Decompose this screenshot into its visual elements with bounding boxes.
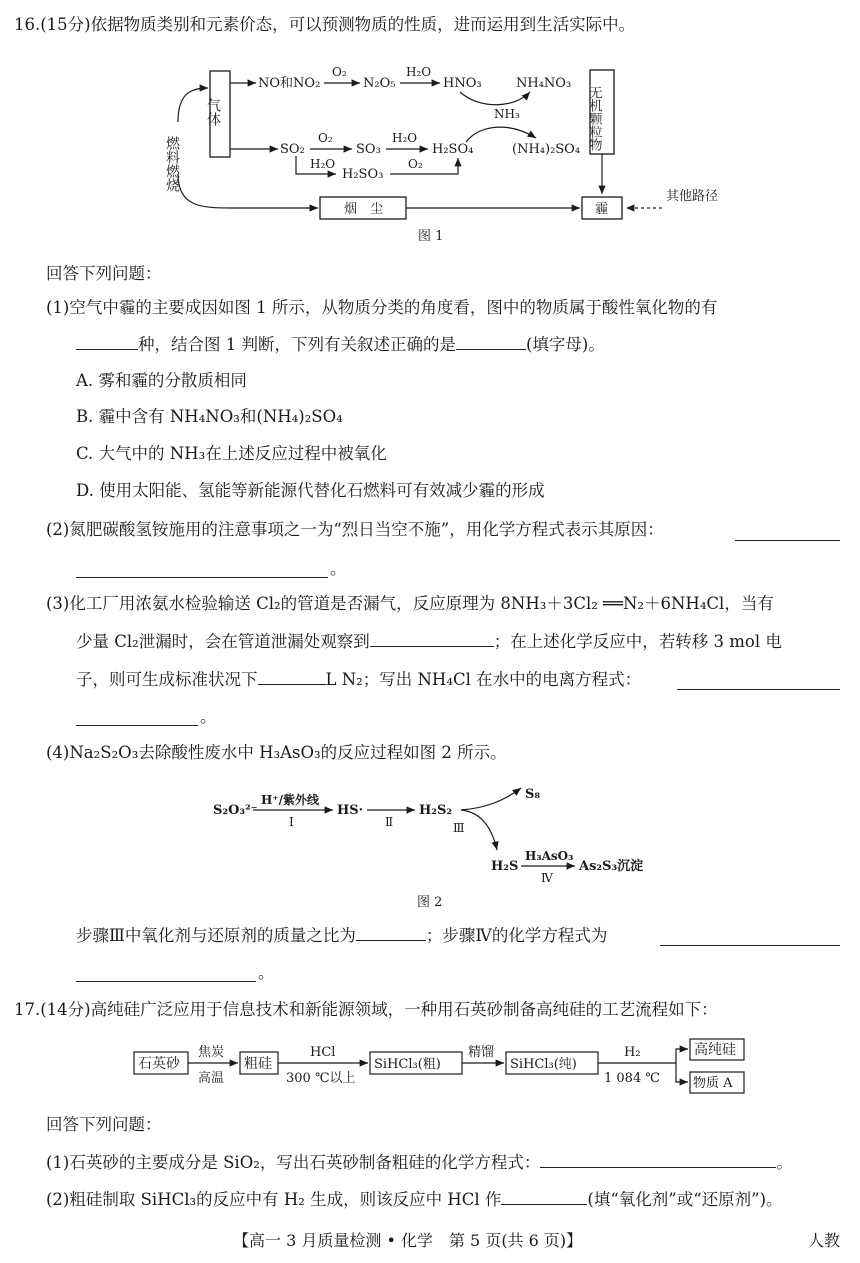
flow-sihcl3-pure: SiHCl₃(纯)	[510, 1057, 577, 1072]
fig1-caption: 图 1	[418, 229, 444, 244]
flow-cond1-bottom: 高温	[198, 1071, 225, 1086]
flow-pure-si: 高纯硅	[694, 1042, 736, 1058]
answer-blank-hcl-role[interactable]	[501, 1188, 587, 1205]
q17-p1-period: 。	[776, 1153, 793, 1172]
flow-cond4-top: H₂	[624, 1045, 641, 1060]
answer-blank-ionization-b[interactable]	[76, 724, 198, 726]
q16-p3-line2-text-a: 少量 Cl₂泄漏时，会在管道泄漏处观察到	[76, 632, 370, 651]
q16-p3-period: 。	[200, 707, 217, 726]
fig2-h2s2: H₂S₂	[419, 803, 453, 818]
fig1-so-arrow2: H₂O	[392, 131, 418, 145]
fig1-nh4no3: NH₄NO₃	[516, 76, 572, 91]
fig2-step4-cond: H₃AsO₃	[525, 849, 574, 863]
flow-cond3: 精馏	[468, 1045, 495, 1060]
answer-blank-step4-b[interactable]	[76, 980, 256, 982]
fig1-nh3: NH₃	[494, 107, 520, 121]
q16-p4-line2-text-b: ；步骤Ⅳ的化学方程式为	[425, 926, 608, 945]
q16-p4-line2-text-a: 步骤Ⅲ中氧化剂与还原剂的质量之比为	[76, 926, 356, 945]
fig2-product: As₂S₃沉淀	[579, 859, 644, 874]
fig1-dust: 烟 尘	[344, 202, 384, 217]
flow-cond2-bottom: 300 ℃以上	[286, 1071, 356, 1086]
footer-right: 人教	[808, 1231, 841, 1250]
answer-blank-mass-ratio[interactable]	[356, 924, 426, 941]
q16-p2-period: 。	[330, 559, 347, 578]
flow-cond1-top: 焦炭	[198, 1045, 225, 1060]
answer-blank-step4-a[interactable]	[660, 944, 840, 946]
q16-intro: 16.(15分)依据物质类别和元素价态，可以预测物质的性质，进而运用到生活实际中。	[14, 15, 636, 34]
q16-p3-line3-text-a: 子，则可生成标准状况下	[76, 670, 258, 689]
flow-cond4-bottom: 1 084 ℃	[604, 1071, 660, 1086]
q16-p1-line2	[76, 333, 605, 356]
fig1-branch-h2o: H₂O	[310, 157, 336, 171]
fig1-hno3: HNO₃	[443, 76, 482, 91]
fig1-no-start: NO和NO₂	[258, 76, 321, 91]
q17-p2-text-b: (填“氧化剂”或“还原剂”)。	[587, 1190, 783, 1209]
q17-p1	[46, 1151, 793, 1174]
q17-answer-prompt: 回答下列问题：	[46, 1115, 162, 1134]
answer-blank-acid-oxide-count[interactable]	[76, 333, 138, 350]
fig2-step4: Ⅳ	[541, 871, 553, 885]
fig2-s8: S₈	[525, 787, 541, 802]
q16-p4-line2	[76, 924, 607, 947]
q16-option-d: D. 使用太阳能、氢能等新能源代替化石燃料可有效减少霾的形成	[76, 481, 545, 500]
fig2-step2: Ⅱ	[385, 815, 394, 829]
fig1-branch-o2: O₂	[408, 157, 423, 171]
answer-blank-crude-si-equation[interactable]	[540, 1151, 776, 1168]
fig1-no-arrow1: O₂	[332, 65, 347, 79]
answer-blank-p2-a[interactable]	[735, 539, 840, 541]
q16-p4-line1: (4)Na₂S₂O₃去除酸性废水中 H₃AsO₃的反应过程如图 2 所示。	[46, 743, 507, 762]
answer-blank-p2-b[interactable]	[76, 576, 328, 578]
fig1-particles: 无机颗粒物	[586, 86, 602, 151]
answer-blank-observation[interactable]	[370, 630, 494, 647]
fig2-step3: Ⅲ	[453, 821, 465, 835]
fig1-n2o5: N₂O₅	[363, 76, 396, 91]
q16-p4-period: 。	[258, 963, 275, 982]
answer-blank-ionization-a[interactable]	[677, 688, 840, 690]
fig1-h2so4: H₂SO₄	[432, 142, 474, 157]
q16-answer-prompt: 回答下列问题：	[46, 264, 162, 283]
q16-option-b: B. 霾中含有 NH₄NO₃和(NH₄)₂SO₄	[76, 407, 343, 426]
q16-p3-line3-text-b: L N₂；写出 NH₄Cl 在水中的电离方程式：	[325, 670, 642, 689]
fig1-so2: SO₂	[280, 142, 305, 157]
figure-1-diagram	[160, 56, 720, 246]
footer-center: 【高一 3 月质量检测 • 化学 第 5 页(共 6 页)】	[233, 1231, 583, 1250]
fig1-source-label: 燃料燃烧	[164, 136, 180, 192]
fig2-caption: 图 2	[417, 895, 443, 910]
q17-p2-text-a: (2)粗硅制取 SiHCl₃的反应中有 H₂ 生成，则该反应中 HCl 作	[46, 1190, 502, 1209]
q17-flowchart	[130, 1036, 760, 1098]
q16-p1-line2-text-a: 种，结合图 1 判断，下列有关叙述正确的是	[138, 335, 456, 354]
fig2-s2o3: S₂O₃²⁻	[213, 803, 258, 818]
fig1-nh4so4: (NH₄)₂SO₄	[512, 142, 581, 157]
q16-option-a: A. 雾和霾的分散质相同	[76, 371, 247, 390]
q16-p3-line2-text-b: ；在上述化学反应中，若转移 3 mol 电	[493, 632, 782, 651]
q16-option-c: C. 大气中的 NH₃在上述反应过程中被氧化	[76, 444, 387, 463]
q16-p1-line1: (1)空气中霾的主要成因如图 1 所示，从物质分类的角度看，图中的物质属于酸性氧化物的有	[46, 298, 718, 317]
answer-blank-choice[interactable]	[456, 333, 526, 350]
fig1-no-arrow2: H₂O	[406, 65, 432, 79]
fig1-so-arrow1: O₂	[318, 131, 333, 145]
flow-crude-si: 粗硅	[244, 1056, 272, 1072]
fig2-step1-cond: H⁺/紫外线	[261, 793, 320, 807]
q16-p2-line1: (2)氮肥碳酸氢铵施用的注意事项之一为“烈日当空不施”，用化学方程式表示其原因：	[46, 520, 664, 539]
q16-p3-line3	[76, 668, 641, 691]
q16-p1-line2-text-b: (填字母)。	[526, 335, 605, 354]
flow-sihcl3-crude: SiHCl₃(粗)	[374, 1057, 441, 1072]
fig1-gas-label: 气体	[205, 98, 221, 126]
fig1-h2so3: H₂SO₃	[342, 167, 384, 182]
fig2-step1: Ⅰ	[289, 815, 294, 829]
flow-quartz: 石英砂	[138, 1056, 180, 1072]
flow-cond2-top: HCl	[310, 1045, 336, 1060]
fig1-other: 其他路径	[666, 189, 719, 204]
answer-blank-n2-volume[interactable]	[258, 668, 326, 685]
q17-intro: 17.(14分)高纯硅广泛应用于信息技术和新能源领域，一种用石英砂制备高纯硅的工艺流程如下：	[14, 1000, 718, 1019]
flow-substance-a: 物质 A	[693, 1076, 733, 1091]
fig1-so3: SO₃	[356, 142, 381, 157]
q17-p2	[46, 1188, 783, 1211]
q16-p3-line2	[76, 630, 782, 653]
fig2-h2s: H₂S	[491, 859, 519, 874]
fig1-haze: 霾	[595, 202, 609, 217]
figure-2-diagram	[205, 782, 665, 912]
q17-p1-text: (1)石英砂的主要成分是 SiO₂，写出石英砂制备粗硅的化学方程式：	[46, 1153, 541, 1172]
q16-p3-line1: (3)化工厂用浓氨水检验输送 Cl₂的管道是否漏气，反应原理为 8NH₃＋3Cl₂ ══N₂＋6NH₄Cl，当有	[46, 594, 774, 613]
fig2-hs: HS·	[337, 803, 364, 818]
